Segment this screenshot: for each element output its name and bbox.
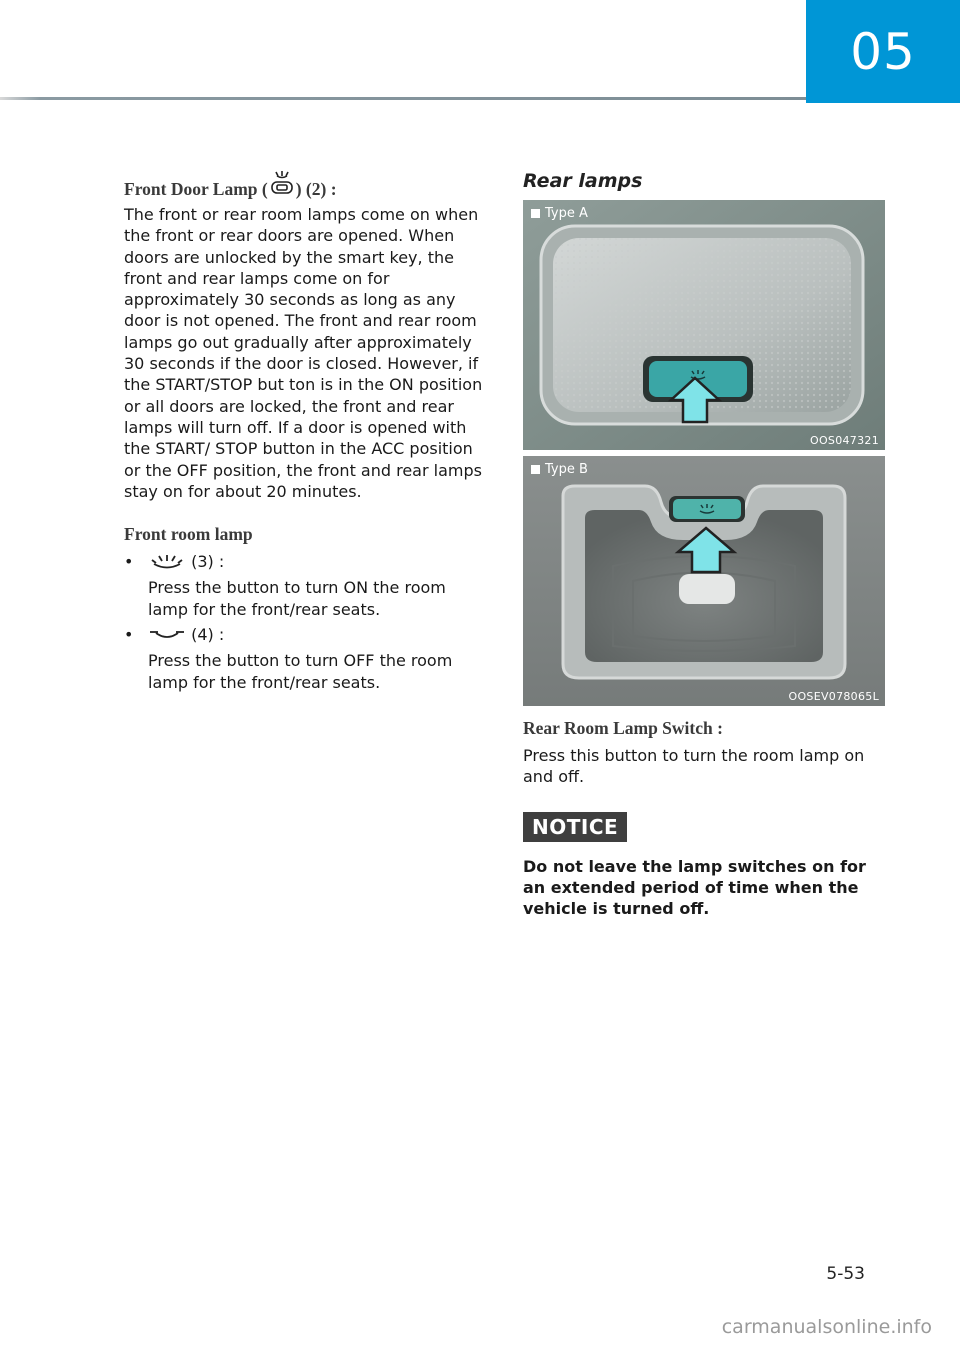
type-a-code: OOS047321 (810, 434, 879, 447)
page-number: 5-53 (826, 1264, 865, 1284)
front-room-lamp-heading: Front room lamp (124, 524, 253, 545)
rear-switch-body: Press this button to turn the room lamp on and off. (523, 746, 865, 787)
type-a-marker (531, 209, 540, 218)
type-b-code: OOSEV078065L (788, 690, 879, 703)
left-column (124, 170, 484, 693)
type-b-label: Type B (531, 462, 588, 477)
room-lamp-off-icon (148, 627, 186, 650)
notice-text: Do not leave the lamp switches on for an extended period of time when the vehicle is turned off. (523, 856, 866, 918)
notice-box (523, 812, 885, 919)
type-a-illustration (523, 200, 885, 450)
type-b-lamp-button[interactable] (673, 499, 741, 519)
bullet-room-on: • (3) : Press the button to turn ON the room lamp for the front/rear seats. (124, 552, 446, 619)
header-rule (0, 97, 806, 100)
front-door-lamp-body: The front or rear room lamps come on when the front or rear doors are opened. When doors are unlocked by the smart key, the front and rear lamps come on for approximately 30 seconds as long as any door is not opened. The front and rear room lamps go out gradually after approximately 30 seconds if the door is closed. However, if the START/STOP but ton is in the ON position or all doors are locked, the front and rear lamps will turn off. If a door is opened with the START/ STOP button in the ACC position or the OFF position, the front and rear lamps stay on for about 20 minutes. (124, 205, 483, 501)
rear-lamps-title: Rear lamps (523, 170, 643, 192)
watermark[interactable]: carmanualsonline.info (721, 1316, 932, 1338)
right-column (523, 170, 885, 919)
type-b-marker (531, 465, 540, 474)
rear-switch-heading: Rear Room Lamp Switch : (523, 718, 723, 738)
bullet-room-off: • (4) : Press the button to turn OFF the room lamp for the front/rear seats. (124, 625, 453, 692)
type-a-label: Type A (531, 206, 588, 221)
type-b-illustration (523, 456, 885, 706)
front-door-lamp-heading: Front Door Lamp ( ) (2) : (124, 170, 484, 198)
figure-type-b (523, 456, 885, 706)
chapter-tab: 05 (806, 0, 960, 103)
figure-type-a (523, 200, 885, 450)
notice-badge: NOTICE (523, 812, 627, 842)
room-lamp-on-icon (148, 554, 186, 577)
door-lamp-icon (268, 170, 296, 205)
